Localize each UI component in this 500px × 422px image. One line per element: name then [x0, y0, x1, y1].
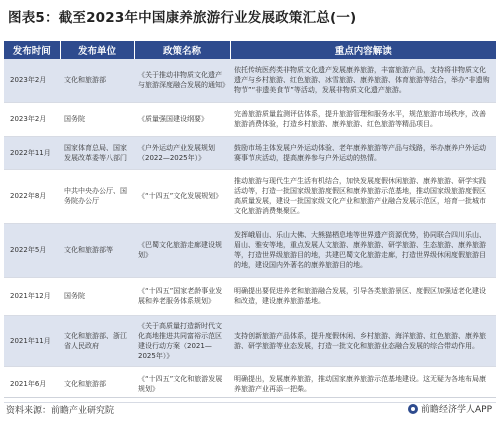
- table-row: [4, 315, 496, 366]
- table-row: [4, 223, 496, 277]
- cell-point: 发挥峨眉山、乐山大佛、大熊猫栖息地等世界遗产资源优势，协同联合四川乐山、眉山、雅安等地，重点发展人文旅游、康养旅游、研学旅游、生态旅游、康养旅游等，打造世界级旅游目的地，共建巴蜀文化旅游走廊，打造世界级休闲度假旅游目的地，建设国内外著名的康养旅游目的地。: [230, 223, 496, 277]
- table-row: [4, 59, 496, 102]
- cell-time: 2021年12月: [4, 277, 60, 315]
- cell-time: 2022年5月: [4, 223, 60, 277]
- cell-unit: 文化和旅游部等: [60, 223, 134, 277]
- header-point: 重点内容解读: [230, 41, 496, 59]
- cell-name: 《户外运动产业发展规划（2022—2025年）》: [134, 136, 230, 169]
- cell-name: 《“十四五”文化和旅游发展规划》: [134, 366, 230, 402]
- cell-unit: 国务院: [60, 277, 134, 315]
- source-note: 资料来源：前瞻产业研究院: [6, 406, 115, 416]
- cell-name: 《关于推动非物质文化遗产与旅游深度融合发展的通知》: [134, 59, 230, 102]
- table-row: [4, 277, 496, 315]
- cell-time: 2021年11月: [4, 315, 60, 366]
- table-header-row: [4, 41, 496, 59]
- cell-time: 2023年2月: [4, 59, 60, 102]
- cell-name: 《“十四五”国家老龄事业发展和养老服务体系规划》: [134, 277, 230, 315]
- cell-point: 完善旅游质量监测评估体系，提升旅游管理和服务水平，规范旅游市场秩序，改善旅游消费体验，打造乡村旅游、康养旅游、红色旅游等精品项目。: [230, 102, 496, 136]
- cell-point: 依托传统医药类非物质文化遗产发展康养旅游，丰富旅游产品，支持将非物质文化遗产与乡村旅游、红色旅游、冰雪旅游、康养旅游、体育旅游等结合，举办“非遗购物节”“非遗美食节”等活动，发展非物质文化遗产旅游。: [230, 59, 496, 102]
- cell-unit: 国家体育总局、国家发展改革委等八部门: [60, 136, 134, 169]
- cell-time: 2022年11月: [4, 136, 60, 169]
- brand-logo-icon: [408, 404, 418, 414]
- cell-unit: 文化和旅游部: [60, 366, 134, 402]
- cell-unit: 文化和旅游部: [60, 59, 134, 102]
- cell-name: 《“十四五”文化发展规划》: [134, 169, 230, 223]
- cell-name: 《质量强国建设纲要》: [134, 102, 230, 136]
- cell-name: 《关于高质量打造新时代文化高地推进共同富裕示范区建设行动方案（2021—2025年）》: [134, 315, 230, 366]
- cell-point: 明确提出要促进养老和旅游融合发展，引导各类旅游景区、度假区加强适老化建设和改造，建设康养旅游基地。: [230, 277, 496, 315]
- cell-point: 支持创新旅游产品体系，提升度假休闲、乡村旅游、海洋旅游、红色旅游、康养旅游、研学旅游等业态发展，打造一批文化和旅游业态融合发展的综合带动作用。: [230, 315, 496, 366]
- footer-divider: [4, 397, 496, 398]
- cell-time: 2021年6月: [4, 366, 60, 402]
- header-name: 政策名称: [134, 41, 230, 59]
- header-unit: 发布单位: [60, 41, 134, 59]
- cell-time: 2023年2月: [4, 102, 60, 136]
- cell-unit: 中共中央办公厅、国务院办公厅: [60, 169, 134, 223]
- cell-name: 《巴蜀文化旅游走廊建设规划》: [134, 223, 230, 277]
- table-row: [4, 136, 496, 169]
- cell-point: 明确提出，发展康养旅游，推动国家康养旅游示范基地建设。这无疑为各地布局康养旅游产业再添一把柴。: [230, 366, 496, 402]
- table-row: [4, 169, 496, 223]
- cell-point: 推动旅游与现代生产生活有机结合，加快发展度假休闲旅游、康养旅游、研学实践活动等，打造一批国家级旅游度假区和康养旅游示范基地，推动国家级旅游度假区高质量发展，建设一批国家级文化产业和旅游产业融合发展示范区，培育一批城市文化旅游消费集聚区。: [230, 169, 496, 223]
- cell-time: 2022年8月: [4, 169, 60, 223]
- table-row: [4, 102, 496, 136]
- brand-credit: [408, 402, 492, 415]
- page-title: 图表5：截至2023年中国康养旅游行业发展政策汇总(一): [8, 10, 357, 26]
- cell-unit: 文化和旅游部、浙江省人民政府: [60, 315, 134, 366]
- header-time: 发布时间: [4, 41, 60, 59]
- policy-table: [4, 41, 496, 403]
- cell-point: 鼓励市场主体发展户外运动体验、老年康养旅游等产品与线路，举办康养户外运动赛事节庆活动，提高康养参与户外运动的热情。: [230, 136, 496, 169]
- brand-label: 前瞻经济学人APP: [420, 405, 492, 415]
- cell-unit: 国务院: [60, 102, 134, 136]
